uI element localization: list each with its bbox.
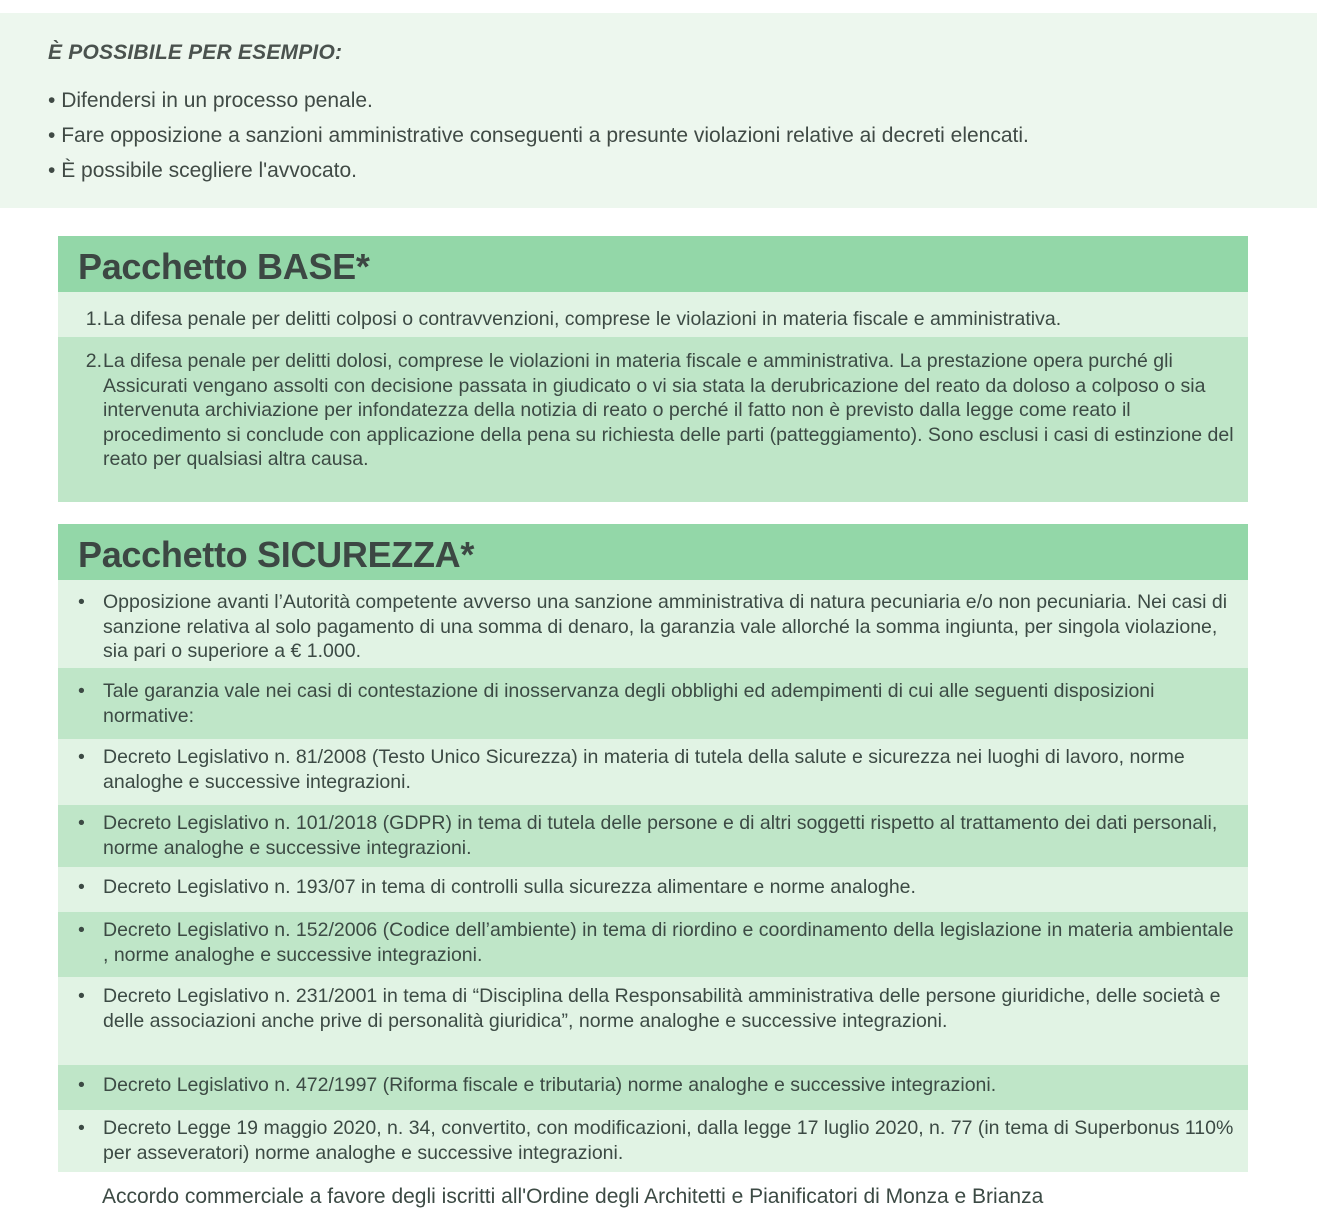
item-text: Decreto Legislativo n. 101/2018 (GDPR) in tema di tutela delle persone e di altri soggetti rispetto al trattamento dei dati personali, norme analoghe e successive integrazioni. <box>103 812 1218 859</box>
intro-heading: È POSSIBILE PER ESEMPIO: <box>48 41 343 64</box>
package-sicurezza-item <box>58 912 1248 977</box>
package-base-item <box>58 337 1248 502</box>
item-text: Decreto Legislativo n. 193/07 in tema di controlli sulla sicurezza alimentare e norme analoghe. <box>103 876 916 898</box>
package-sicurezza-title: Pacchetto SICUREZZA* <box>58 524 1248 580</box>
intro-item: • Difendersi in un processo penale. <box>48 83 1269 118</box>
package-sicurezza-item <box>58 1110 1248 1172</box>
package-sicurezza-item <box>58 580 1248 668</box>
package-sicurezza-item <box>58 739 1248 805</box>
item-number: 1. <box>85 308 102 330</box>
item-number: 2. <box>85 350 102 372</box>
item-text: Decreto Legislativo n. 472/1997 (Riforma fiscale e tributaria) norme analoghe e successive integrazioni. <box>103 1074 997 1096</box>
bullet-marker: • <box>78 746 85 768</box>
intro-list <box>48 83 1269 188</box>
package-sicurezza-item <box>58 805 1248 867</box>
item-text: Decreto Legislativo n. 231/2001 in tema di “Disciplina della Responsabilità amministrativa delle persone giuridiche, delle società e delle associazioni anche prive di personalità giuridica”, norme analoghe e successive integrazioni. <box>103 985 1221 1032</box>
bullet-marker: • <box>78 985 85 1007</box>
bullet-marker: • <box>78 680 85 702</box>
footer-note: Accordo commerciale a favore degli iscritti all'Ordine degli Architetti e Pianificatori di Monza e Brianza <box>102 1185 1044 1208</box>
package-sicurezza-item <box>58 977 1248 1065</box>
intro-item: • È possibile scegliere l'avvocato. <box>48 153 1269 188</box>
item-text: La difesa penale per delitti dolosi, comprese le violazioni in materia fiscale e amministrativa. La prestazione opera purché gli Assicurati vengano assolti con decisione passata in giudicato o vi sia stata la derubricazione del reato da doloso a colposo o sia intervenuta archiviazione per infondatezza della notizia di reato o perché il fatto non è previsto dalla legge come reato il procedimento si conclude con applicazione della pena su richiesta delle parti (patteggiamento). Sono esclusi i casi di estinzione del reato per qualsiasi altra causa. <box>103 350 1234 470</box>
package-sicurezza <box>58 524 1248 1172</box>
bullet-marker: • <box>78 1074 85 1096</box>
bullet-marker: • <box>78 591 85 613</box>
package-base-title: Pacchetto BASE* <box>58 236 1248 292</box>
item-text: Decreto Legislativo n. 81/2008 (Testo Unico Sicurezza) in materia di tutela della salute e sicurezza nei luoghi di lavoro, norme analoghe e successive integrazioni. <box>103 746 1185 793</box>
bullet-marker: • <box>78 1117 85 1139</box>
item-text: Decreto Legislativo n. 152/2006 (Codice dell’ambiente) in tema di riordino e coordinamento della legislazione in materia ambientale , norme analoghe e successive integrazioni. <box>103 919 1234 966</box>
package-base <box>58 236 1248 502</box>
item-text: Tale garanzia vale nei casi di contestazione di inosservanza degli obblighi ed adempimenti di cui alle seguenti disposizioni normative: <box>103 680 1155 727</box>
package-sicurezza-item <box>58 1065 1248 1110</box>
item-text: Opposizione avanti l’Autorità competente avverso una sanzione amministrativa di natura pecuniaria e/o non pecuniaria. Nei casi di sanzione relativa al solo pagamento di una somma di denaro, la garanzia vale allorché la somma ingiunta, per singola violazione, sia pari o superiore a € 1.000. <box>103 591 1228 662</box>
package-sicurezza-item <box>58 867 1248 912</box>
bullet-marker: • <box>78 812 85 834</box>
intro-box <box>0 13 1317 208</box>
bullet-marker: • <box>78 876 85 898</box>
bullet-marker: • <box>78 919 85 941</box>
item-text: La difesa penale per delitti colposi o contravvenzioni, comprese le violazioni in materia fiscale e amministrativa. <box>103 308 1062 330</box>
package-sicurezza-item <box>58 668 1248 739</box>
package-base-item <box>58 292 1248 337</box>
item-text: Decreto Legge 19 maggio 2020, n. 34, convertito, con modificazioni, dalla legge 17 luglio 2020, n. 77 (in tema di Superbonus 110% per asseveratori) norme analoghe e successive integrazioni. <box>103 1117 1234 1164</box>
intro-item: • Fare opposizione a sanzioni amministrative conseguenti a presunte violazioni relative ai decreti elencati. <box>48 118 1269 153</box>
